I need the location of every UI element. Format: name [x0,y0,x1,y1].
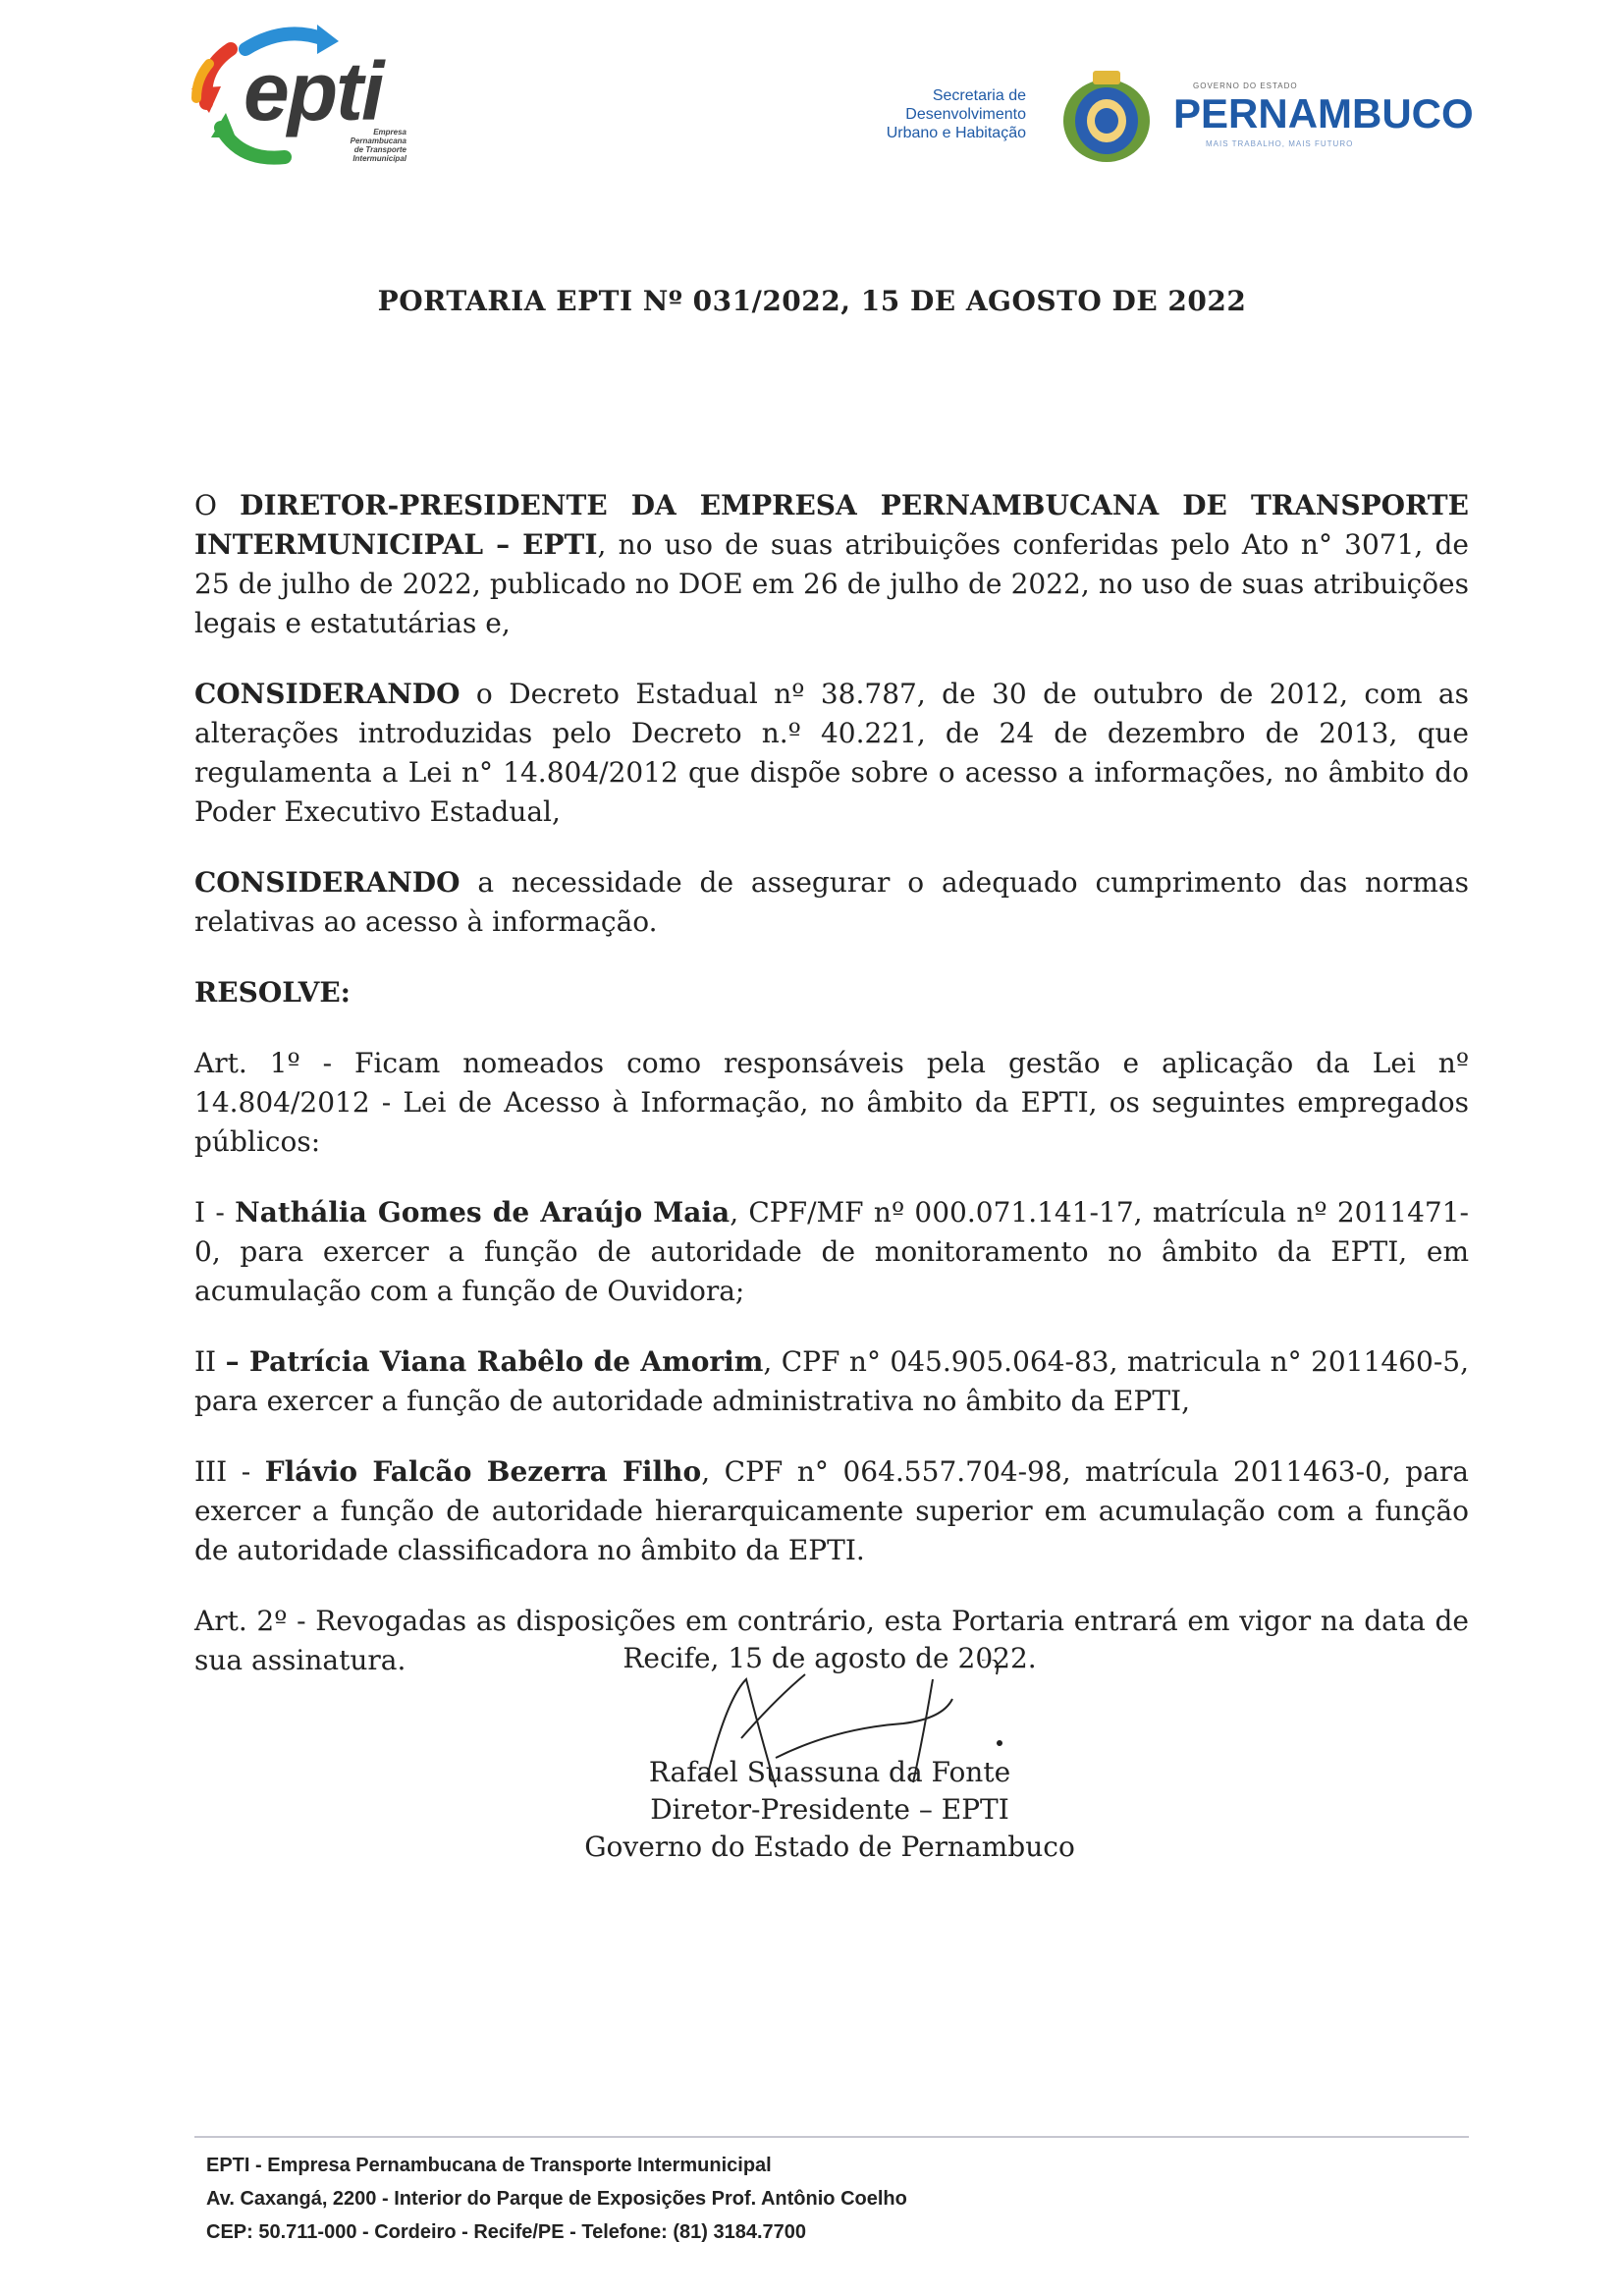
signatory-role: Diretor-Presidente – EPTI [650,1793,1009,1826]
pernambuco-wordmark: PERNAMBUCO [1173,90,1474,137]
footer-line-3: CEP: 50.711-000 - Cordeiro - Recife/PE - Telefone: (81) 3184.7700 [206,2221,806,2243]
item-2-name: – Patrícia Viana Rabêlo de Amorim [225,1345,764,1378]
item-1-name: Nathália Gomes de Araújo Maia [235,1196,731,1229]
footer [206,2149,907,2249]
considerando-2-paragraph: CONSIDERANDO a necessidade de assegurar o adequado cumprimento das normas relativas ao acesso à informação. [194,866,1469,938]
footer-line-1: EPTI - Empresa Pernambucana de Transporte Intermunicipal [206,2155,772,2176]
footer-divider [194,2136,1469,2138]
pernambuco-seal-icon [1060,67,1154,165]
intro-bold: DIRETOR-PRESIDENTE DA EMPRESA PERNAMBUCANA DE TRANSPORTE INTERMUNICIPAL – EPTI [194,489,1469,561]
item-3-name: Flávio Falcão Bezerra Filho [264,1455,702,1488]
item-1-paragraph: I - Nathália Gomes de Araújo Maia, CPF/MF nº 000.071.141-17, matrícula nº 2011471-0, para exercer a função de autoridade de monitoramento no âmbito da EPTI, em acumulação com a função de Ouvidora; [194,1196,1469,1307]
item-3-paragraph: III - Flávio Falcão Bezerra Filho, CPF n° 064.557.704-98, matrícula 2011463-0, para exercer a função de autoridade hierarquicamente superior em acumulação com a função de autoridade classificadora no âmbito da EPTI. [194,1455,1470,1566]
pernambuco-motto: MAIS TRABALHO, MAIS FUTURO [1206,139,1354,148]
intro-paragraph: O DIRETOR-PRESIDENTE DA EMPRESA PERNAMBUCANA DE TRANSPORTE INTERMUNICIPAL – EPTI, no uso de suas atribuições conferidas pelo Ato n° 3071, de 25 de julho de 2022, publicado no DOE em 26 de julho de 2022, no uso de suas atribuições legais e estatutárias e, [194,489,1469,639]
considerando-1-paragraph: CONSIDERANDO o Decreto Estadual nº 38.787, de 30 de outubro de 2012, com as alterações introduzidas pelo Decreto n.º 40.221, de 24 de dezembro de 2013, que regulamenta a Lei n° 14.804/2012 que dispõe sobre o acesso a informações, no âmbito do Poder Executivo Estadual, [194,678,1469,828]
page-title: PORTARIA EPTI Nº 031/2022, 15 DE AGOSTO DE 2022 [377,285,1247,317]
epti-logo-subtitle: Empresa Pernambucana de Transporte Intermunicipal [350,128,406,163]
resolve-heading: RESOLVE: [194,976,351,1009]
document-body [194,486,1469,1712]
secretaria-label: Secretaria de Desenvolvimento Urbano e Habitação [886,87,1026,141]
item-2-paragraph: II – Patrícia Viana Rabêlo de Amorim, CPF n° 045.905.064-83, matricula n° 2011460-5, para exercer a função de autoridade administrativa no âmbito da EPTI, [194,1345,1469,1417]
art1-paragraph: Art. 1º - Ficam nomeados como responsáveis pela gestão e aplicação da Lei nº 14.804/2012 - Lei de Acesso à Informação, no âmbito da EPTI, os seguintes empregados públicos: [194,1047,1469,1158]
signatory-name: Rafael Suassuna da Fonte [648,1756,1011,1788]
art2-paragraph: Art. 2º - Revogadas as disposições em contrário, esta Portaria entrará em vigor na data de sua assinatura. [194,1605,1469,1676]
footer-line-2: Av. Caxangá, 2200 - Interior do Parque de Exposições Prof. Antônio Coelho [206,2188,907,2210]
signature-block [550,1640,1110,1866]
epti-logo-word: epti [244,45,383,137]
considerando-label: CONSIDERANDO [194,678,460,710]
governo-do-estado-label: GOVERNO DO ESTADO [1193,82,1298,90]
signature-date: Recife, 15 de agosto de 2022. [623,1642,1037,1674]
signatory-org: Governo do Estado de Pernambuco [584,1831,1075,1863]
considerando-label: CONSIDERANDO [194,866,460,899]
